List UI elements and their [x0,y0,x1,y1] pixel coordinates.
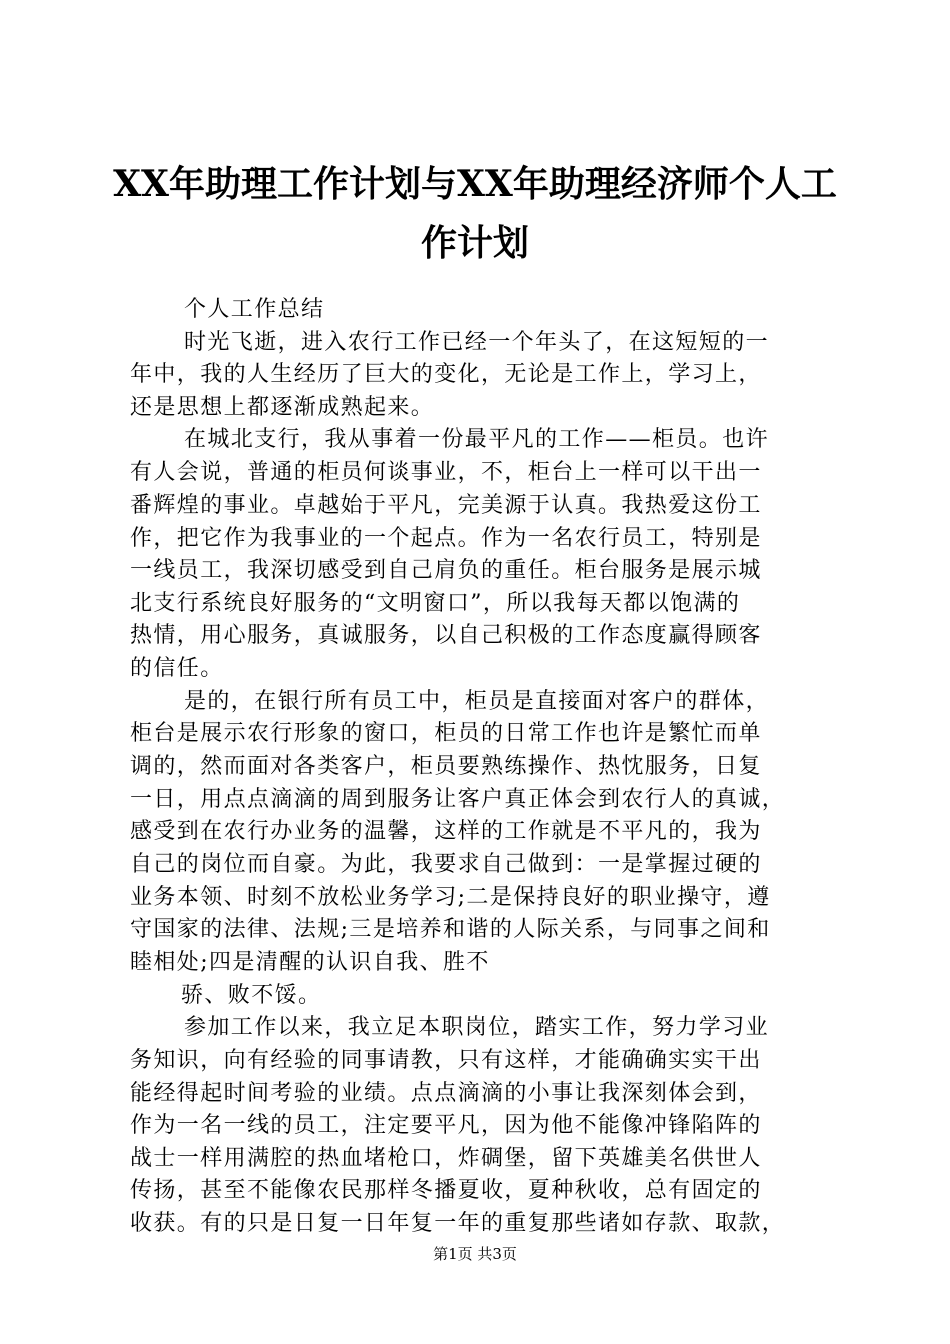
paragraph-line: 在城北支行，我从事着一份最平凡的工作——柜员。也许 [184,427,770,452]
document-title-line-2: 作计划 [420,222,529,264]
paragraph-line: 北支行系统良好服务的“文明窗口”，所以我每天都以饱满的 [130,591,741,616]
paragraph-line: 传扬，甚至不能像农民那样冬播夏收，夏种秋收，总有固定的 [130,1178,762,1203]
paragraph-line: 的信任。 [130,656,224,681]
paragraph-line: 骄、败不馁。 [181,983,322,1008]
paragraph-line: 是的，在银行所有员工中，柜员是直接面对客户的群体， [184,689,770,714]
paragraph-line: 务知识，向有经验的同事请教，只有这样，才能确确实实干出 [130,1048,762,1073]
paragraph-line: 一线员工，我深切感受到自己肩负的重任。柜台服务是展示城 [130,558,762,583]
paragraph-line: 作为一名一线的员工，注定要平凡，因为他不能像冲锋陷阵的 [130,1113,762,1138]
paragraph-line: 收获。有的只是日复一日年复一年的重复那些诸如存款、取款， [130,1211,786,1236]
paragraph-line: 有人会说，普通的柜员何谈事业，不，柜台上一样可以干出一 [130,460,762,485]
page-number-footer: 第1页 共3页 [433,1245,517,1263]
paragraph-line: 还是思想上都逐渐成熟起来。 [130,395,435,420]
section-heading: 个人工作总结 [184,297,325,322]
paragraph-line: 热情，用心服务，真诚服务，以自己积极的工作态度赢得顾客 [130,623,762,648]
paragraph-line: 自己的岗位而自豪。为此，我要求自己做到：一是掌握过硬的 [130,852,762,877]
paragraph-line: 作，把它作为我事业的一个起点。作为一名农行员工，特别是 [130,526,762,551]
paragraph-line: 能经得起时间考验的业绩。点点滴滴的小事让我深刻体会到， [130,1081,762,1106]
document-title-line-1: XX年助理工作计划与XX年助理经济师个人工 [113,163,837,205]
paragraph-line: 年中，我的人生经历了巨大的变化，无论是工作上，学习上， [130,362,762,387]
paragraph-line: 柜台是展示农行形象的窗口，柜员的日常工作也许是繁忙而单 [130,721,762,746]
paragraph-line: 参加工作以来，我立足本职岗位，踏实工作，努力学习业 [184,1015,770,1040]
paragraph-line: 睦相处;四是清醒的认识自我、胜不 [130,950,490,975]
paragraph-line: 一日，用点点滴滴的周到服务让客户真正体会到农行人的真诚， [130,787,786,812]
paragraph-line: 调的，然而面对各类客户，柜员要熟练操作、热忱服务，日复 [130,754,762,779]
paragraph-line: 时光飞逝，进入农行工作已经一个年头了，在这短短的一 [184,330,770,355]
paragraph-line: 守国家的法律、法规;三是培养和谐的人际关系，与同事之间和 [130,917,771,942]
paragraph-line: 战士一样用满腔的热血堵枪口，炸碉堡，留下英雄美名供世人 [130,1146,762,1171]
paragraph-line: 业务本领、时刻不放松业务学习;二是保持良好的职业操守，遵 [130,885,771,910]
paragraph-line: 番辉煌的事业。卓越始于平凡，完美源于认真。我热爱这份工 [130,493,762,518]
paragraph-line: 感受到在农行办业务的温馨，这样的工作就是不平凡的，我为 [130,819,762,844]
